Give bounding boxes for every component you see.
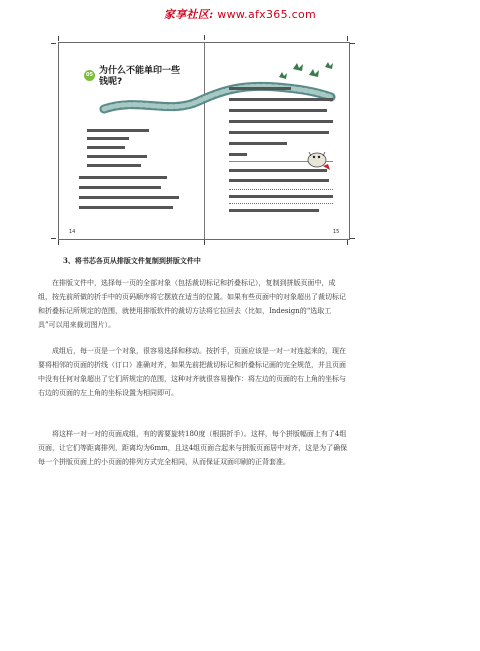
crop-mark <box>51 43 56 44</box>
text-line <box>87 155 147 158</box>
watermark-logo: 家享社区: <box>163 8 214 21</box>
fold-mark <box>204 35 205 40</box>
book-heading-line2: 钱呢? <box>99 77 123 87</box>
bug-illustration <box>303 144 333 172</box>
text-line <box>229 109 327 112</box>
text-line <box>229 142 287 145</box>
crop-mark <box>58 240 59 245</box>
book-heading <box>99 66 180 88</box>
text-line <box>229 98 333 101</box>
crop-mark <box>347 240 348 245</box>
book-spread-illustration <box>58 42 350 240</box>
text-line <box>229 153 247 156</box>
crop-mark <box>58 36 59 41</box>
text-line <box>229 209 319 212</box>
site-watermark <box>0 6 480 22</box>
paragraph-1: 在排版文件中，选择每一页的全部对象（包括裁切标记和折叠标记），复制到拼版页面中，成组，按先前所做的折手中的页码顺序将它摆放在适当的位置。如果有些页面中的对象超出了裁切标记和折叠标记所规定的范围，就使用排版软件的裁切方法将它拉回去（比如，Indesign的“选取工具”可以用来裁切图片）。 <box>38 279 346 329</box>
text-line <box>79 186 161 189</box>
text-line <box>229 120 333 123</box>
dotted-line <box>229 189 333 191</box>
text-line <box>229 87 291 90</box>
text-line <box>229 131 329 134</box>
fold-mark <box>204 240 205 245</box>
text-line <box>79 206 173 209</box>
text-line <box>229 195 333 198</box>
crop-mark <box>350 43 355 44</box>
watermark-url: www.afx365.com <box>217 8 317 21</box>
text-line <box>87 164 141 167</box>
crop-mark <box>51 238 56 239</box>
paragraph-2: 成组后，每一页是一个对象，很容易选择和移动。按折手，页面应该是一对一对连起来的，现在要将相邻的页面的折线（订口）准确对齐，如果先前把裁切标记和折叠标记画的完全规范，并且页面中没有任何对象超出了它们所规定的范围，这种对齐就很容易操作：将左边的页面的右上角的坐标与右边的页面的左上角的坐标设置为相同即可。 <box>38 347 346 397</box>
paragraph-3: 将这样一对一对的页面成组，有的需要旋转180度（根据折手）。这样，每个拼版幅面上有了4组页面，让它们等距离排列，距离均为6mm，且这4组页面合起来与拼版页面居中对齐，这是为了确保每一个拼版页面上的小页面的排列方式完全相同，从而保证双面印刷的正背套准。 <box>38 430 348 466</box>
section-caption: 3、将书芯各页从排版文件复制到拼版文件中 <box>63 256 201 265</box>
text-line <box>87 129 149 132</box>
text-line <box>87 137 129 140</box>
text-line <box>229 179 329 182</box>
text-line <box>79 196 179 199</box>
page-number-right: 15 <box>333 229 340 235</box>
chapter-badge: 05 <box>84 70 95 81</box>
text-line <box>79 176 167 179</box>
text-line <box>87 146 125 149</box>
page-number-left: 14 <box>69 229 76 235</box>
crop-mark <box>347 36 348 41</box>
dotted-line <box>229 203 333 205</box>
book-heading-line1: 为什么不能单印一些 <box>99 66 181 76</box>
crop-mark <box>350 238 355 239</box>
